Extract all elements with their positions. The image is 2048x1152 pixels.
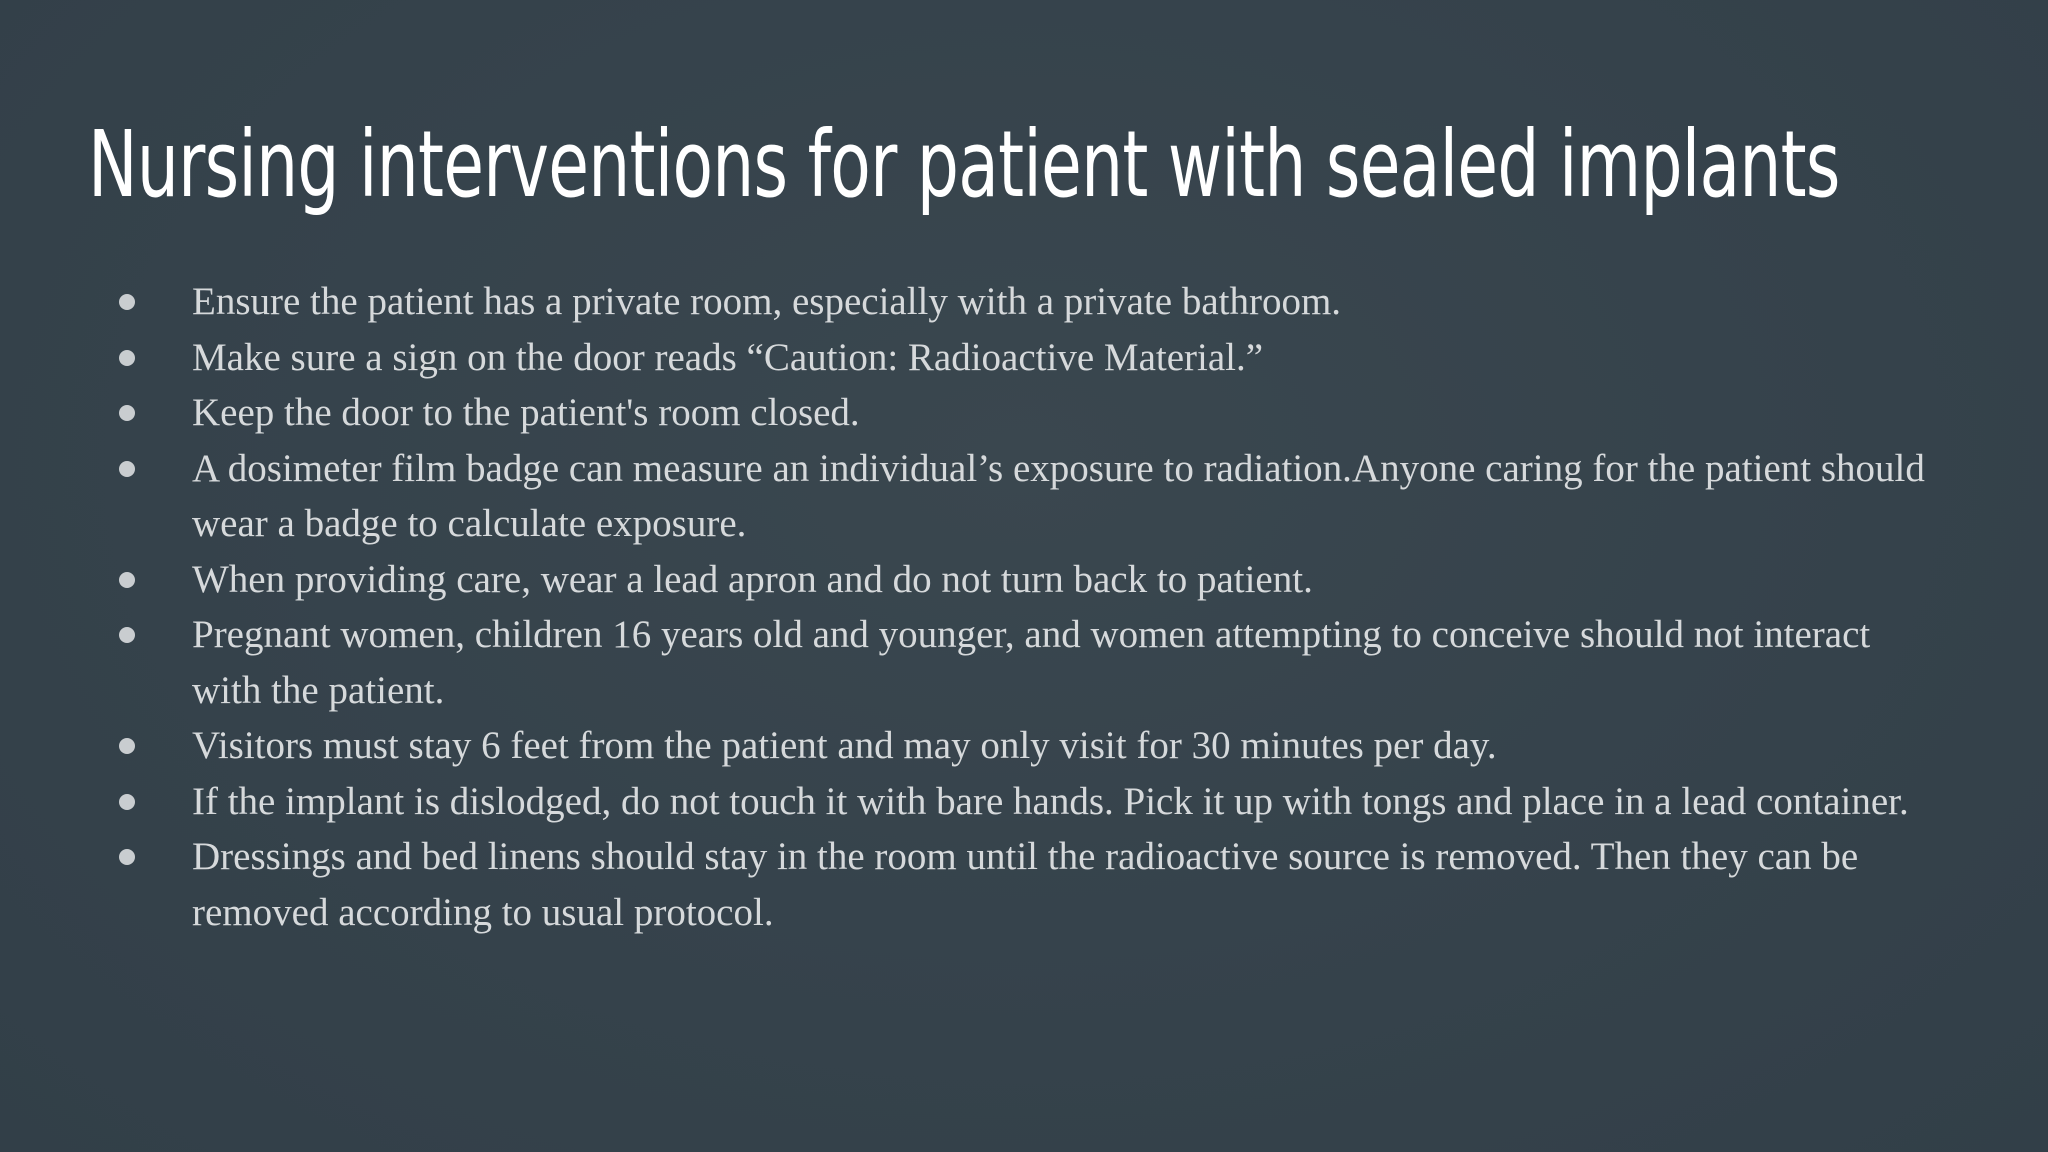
bullet-icon — [119, 572, 135, 588]
bullet-list — [114, 274, 1934, 940]
bullet-icon — [119, 794, 135, 810]
bullet-text: A dosimeter film badge can measure an individual’s exposure to radiation.Anyone caring for the patient should wear a badge to calculate exposure. — [192, 446, 1925, 545]
bullet-icon — [119, 627, 135, 643]
list-item — [114, 829, 1934, 940]
bullet-text: Visitors must stay 6 feet from the patient and may only visit for 30 minutes per day. — [192, 724, 1497, 767]
bullet-icon — [119, 294, 135, 310]
bullet-icon — [119, 405, 135, 421]
list-item — [114, 774, 1934, 830]
bullet-icon — [119, 350, 135, 366]
list-item — [114, 330, 1934, 386]
list-item — [114, 385, 1934, 441]
bullet-text: Dressings and bed linens should stay in the room until the radioactive source is removed. Then they can be removed according to usual protocol. — [192, 835, 1859, 934]
list-item — [114, 552, 1934, 608]
bullet-text: Keep the door to the patient's room closed. — [192, 391, 860, 434]
list-item — [114, 718, 1934, 774]
list-item — [114, 607, 1934, 718]
bullet-icon — [119, 461, 135, 477]
slide-title: Nursing interventions for patient with sealed implants — [88, 111, 1840, 218]
bullet-icon — [119, 738, 135, 754]
bullet-icon — [119, 849, 135, 865]
bullet-text: When providing care, wear a lead apron and do not turn back to patient. — [192, 557, 1313, 601]
list-item — [114, 274, 1934, 330]
bullet-text: Make sure a sign on the door reads “Caution: Radioactive Material.” — [192, 335, 1264, 379]
bullet-text: If the implant is dislodged, do not touch it with bare hands. Pick it up with tongs and place in a lead container. — [192, 779, 1909, 823]
bullet-text: Pregnant women, children 16 years old and younger, and women attempting to conceive should not interact with the patient. — [192, 613, 1871, 712]
bullet-text: Ensure the patient has a private room, especially with a private bathroom. — [192, 280, 1342, 323]
list-item — [114, 441, 1934, 552]
